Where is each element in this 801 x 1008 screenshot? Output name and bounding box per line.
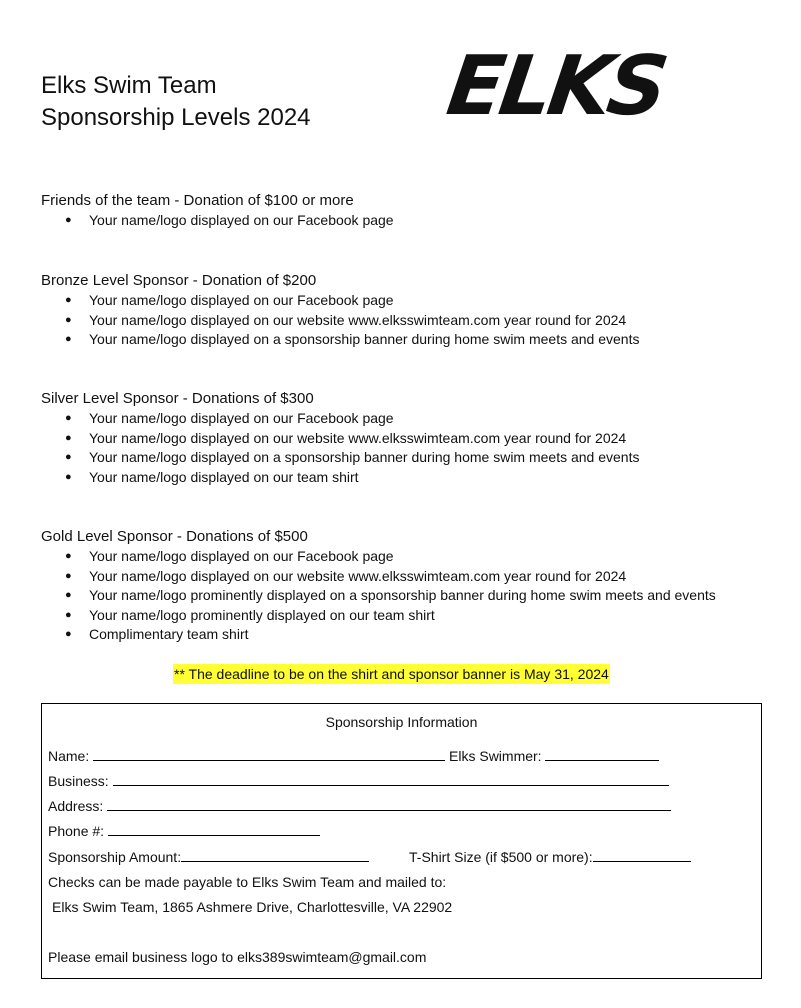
benefit-list: [41, 211, 781, 231]
shirt-row: [409, 848, 691, 866]
benefit-item: ● Your name/logo displayed on our website www.elksswimteam.com year round for 2024: [41, 311, 781, 331]
benefit-item: ● Your name/logo prominently displayed on our team shirt: [41, 606, 781, 626]
phone-row: [48, 822, 320, 840]
shirt-size-label: T-Shirt Size (if $500 or more):: [409, 849, 593, 865]
address-row: [48, 797, 671, 815]
level-heading: Bronze Level Sponsor - Donation of $200: [41, 272, 317, 289]
benefit-item: ● Your name/logo displayed on our Facebook page: [41, 291, 781, 311]
benefit-item: ● Your name/logo displayed on our Facebook page: [41, 547, 781, 567]
level-bronze: [41, 271, 781, 350]
deadline-notice: ** The deadline to be on the shirt and sponsor banner is May 31, 2024: [174, 666, 609, 682]
level-heading: Gold Level Sponsor - Donations of $500: [41, 528, 308, 545]
level-heading: Silver Level Sponsor - Donations of $300: [41, 390, 314, 407]
benefit-item: ● Your name/logo displayed on our Facebook page: [41, 409, 781, 429]
swimmer-field[interactable]: [545, 747, 659, 761]
phone-label: Phone #:: [48, 823, 105, 839]
name-row: [48, 747, 659, 765]
phone-field[interactable]: [108, 822, 320, 836]
amount-label: Sponsorship Amount:: [48, 849, 182, 865]
benefit-item: ● Your name/logo displayed on a sponsorship banner during home swim meets and events: [41, 448, 781, 468]
benefit-item: ● Your name/logo displayed on our Facebook page: [41, 211, 781, 231]
level-gold: [41, 527, 781, 645]
benefit-item: ● Your name/logo displayed on our team shirt: [41, 468, 781, 488]
email-text: Please email business logo to elks389swimteam@gmail.com: [48, 949, 427, 965]
benefit-item: ● Your name/logo prominently displayed on a sponsorship banner during home swim meets and events: [41, 586, 781, 606]
svg-text:ELKS: ELKS: [441, 39, 670, 134]
business-label: Business:: [48, 773, 109, 789]
mail-address: Elks Swim Team, 1865 Ashmere Drive, Charlottesville, VA 22902: [52, 899, 453, 915]
benefit-list: [41, 547, 781, 645]
checks-text: Checks can be made payable to Elks Swim Team and mailed to:: [48, 874, 447, 890]
page-title: [41, 70, 311, 134]
amount-field[interactable]: [181, 848, 369, 862]
benefit-item: ● Your name/logo displayed on a sponsorship banner during home swim meets and events: [41, 330, 781, 350]
title-line-2: Sponsorship Levels 2024: [41, 104, 311, 131]
elks-logo: [441, 32, 670, 138]
benefit-list: [41, 409, 781, 487]
business-row: [48, 772, 669, 790]
sponsorship-form: [41, 703, 762, 979]
name-label: Name:: [48, 748, 90, 764]
swimmer-label: Elks Swimmer:: [449, 748, 542, 764]
amount-row: [48, 848, 369, 866]
business-field[interactable]: [113, 772, 669, 786]
form-title: Sponsorship Information: [325, 714, 478, 730]
address-label: Address:: [48, 798, 104, 814]
title-line-1: Elks Swim Team: [41, 72, 217, 99]
level-heading: Friends of the team - Donation of $100 or more: [41, 192, 354, 209]
shirt-size-field[interactable]: [593, 848, 691, 862]
level-friends: [41, 191, 781, 231]
benefit-item: ● Complimentary team shirt: [41, 625, 781, 645]
level-silver: [41, 389, 781, 487]
address-field[interactable]: [107, 797, 671, 811]
benefit-list: [41, 291, 781, 350]
name-field[interactable]: [93, 747, 445, 761]
benefit-item: ● Your name/logo displayed on our website www.elksswimteam.com year round for 2024: [41, 429, 781, 449]
benefit-item: ● Your name/logo displayed on our website www.elksswimteam.com year round for 2024: [41, 567, 781, 587]
